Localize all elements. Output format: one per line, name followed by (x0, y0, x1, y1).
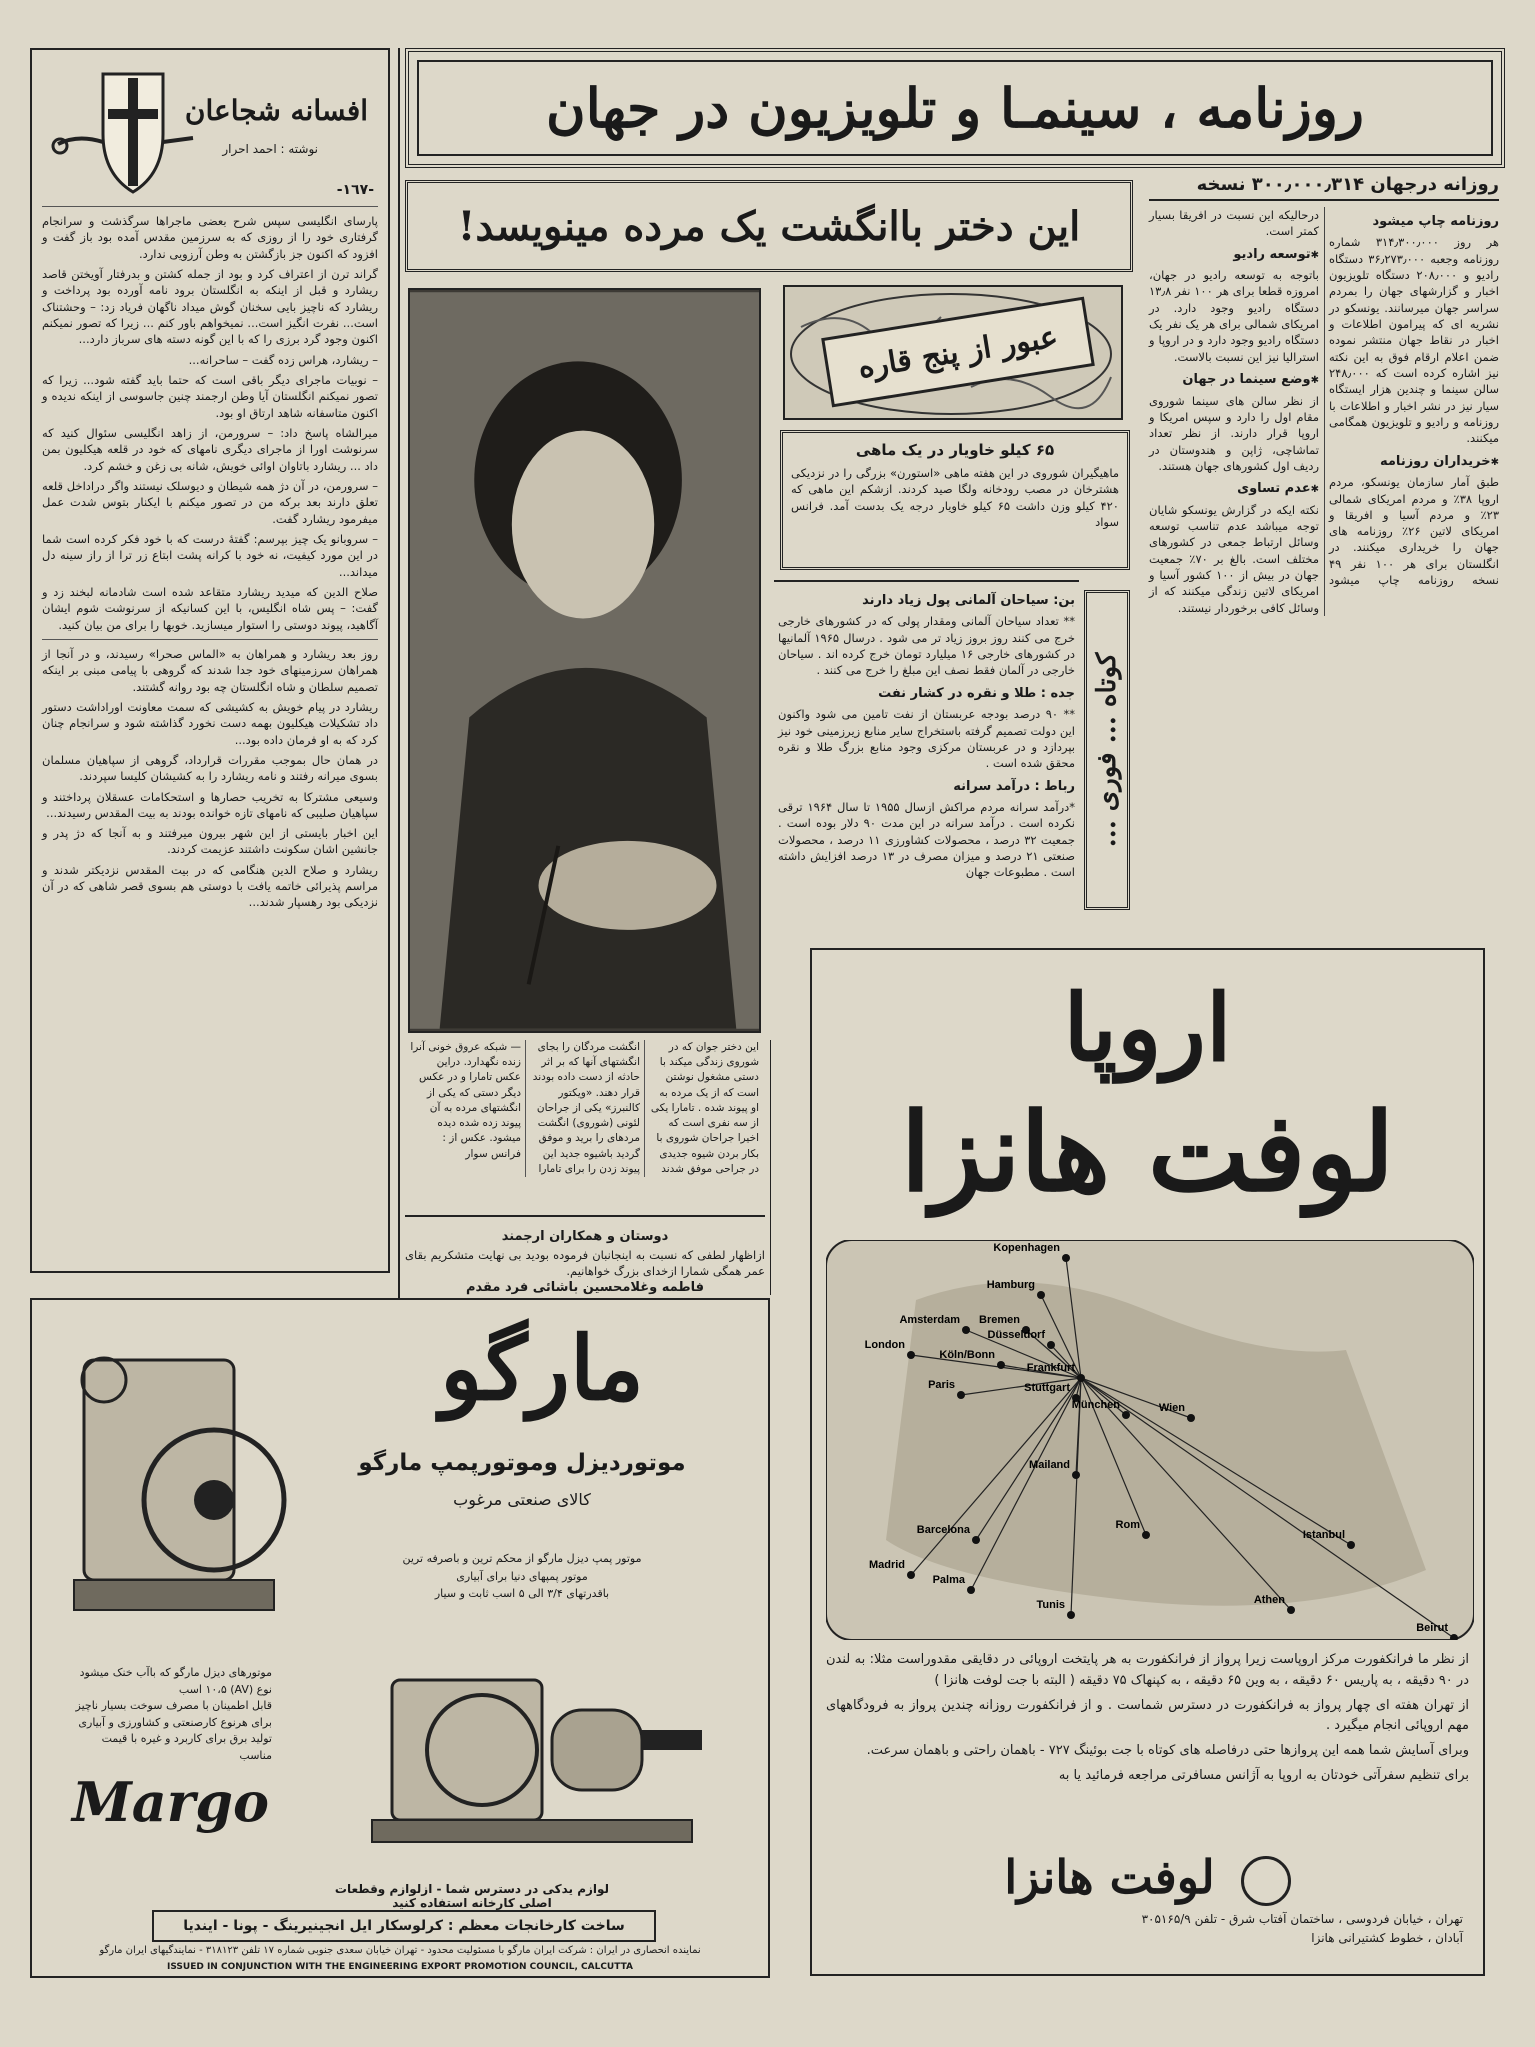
margo-issued-line: ISSUED IN CONJUNCTION WITH THE ENGINEERING EXPORT PROMOTION COUNCIL, CALCUTTA (166, 1962, 633, 1972)
lufthansa-paragraph: وبرای آسایش شما همه این پروازها حتی درفاصله های کوتاه با جت بوئینگ ۷۲۷ - باهمان راحتی و باهمان سرعت. (866, 1743, 1469, 1759)
city-dot (957, 1391, 965, 1399)
diesel-engine-icon (54, 1320, 294, 1650)
press-section-body: طبق آمار سازمان یونسکو، مردم اروپا ۳۸٪ و مردم امریکای شمالی ۲۳٪ و مردم آسیا و افریقا و امریکای لاتین ۲۶٪ روزنامه های جهان را خریداری میکنند. در انگلستان برای هر ۱۰۰ نفر ۴۹ نسخه روزنامه چاپ میشود درحالیکه این نسبت در افریقا بسیار کمتر است. (1149, 208, 1500, 588)
spec-line: موتورهای دیزل مارگو که باآب خنک میشود (79, 1666, 272, 1679)
lufthansa-paragraph: از تهران هفته ای چهار پرواز به فرانکفورت در دسترس شماست . و از فرانکفورت روزانه چندین پرواز به فرودگاههای مهم اروپائی انجام میگیرد . (826, 1697, 1469, 1734)
serial-paragraph: – ریشارد، هراس زده گفت – ساحرانه... (188, 352, 378, 367)
city-label: Kopenhagen (993, 1242, 1060, 1254)
serial-paragraph: این اخبار بایستی از این شهر بیرون میرفتند و به آنجا که دژ پدر و جانشین اشان سکونت داشتند عزیمت کردند. (42, 826, 378, 857)
masthead-title: روزنامه ، سینمـا و تلویزیون در جهان (417, 60, 1493, 156)
serial-paragraph: ریشارد در پیام خویش به کشیشی که سمت معاونت اوراداشت دستور داد تشکیلات هیکلیون بهمه دست نخورد گذاشته شود و سرانجام چنان کرد که به او فرمان داده بود... (42, 699, 378, 747)
brief-headline: جده : طلا و نقره در کشار نفت (878, 685, 1075, 701)
girl-photo (408, 288, 761, 1033)
lufthansa-paragraph: از نظر ما فرانکفورت مرکز اروپاست زیرا پرواز از فرانکفورت به هر پایتخت اروپائی در دقایقی مقدوراست مثلا: به لندن در ۹۰ دقیقه ، به پاریس ۶۰ دقیقه ، به وین ۶۵ دقیقه ، به کپنهاک ۷۵ دقیقه ( البته با جت لوفت هانزا ) (826, 1652, 1469, 1688)
city-label: Stuttgart (1024, 1382, 1070, 1394)
thanks-body: ازاظهار لطفی که نسبت به اینجانبان فرموده بودید بی نهایت متشکریم بقای عمر همگی شمارا ازخدای بزرگ خواهانیم. (405, 1248, 765, 1279)
five-continents-label: عبور از پنج قاره (821, 297, 1095, 408)
city-dot (907, 1351, 915, 1359)
press-section-title: روزنامه چاپ میشود (1372, 214, 1499, 229)
portrait-image (410, 290, 759, 1031)
spec-line: قابل اطمینان با مصرف سوخت بسیار ناچیز (75, 1699, 272, 1712)
lufthansa-europe-title: اروپا (1063, 974, 1232, 1082)
press-section-title: ✱ عدم تساوی (1149, 480, 1319, 498)
thanks-names: فاطمه وغلامحسین باشائی فرد مقدم (466, 1279, 704, 1295)
city-dot (1187, 1414, 1195, 1422)
city-dot (1142, 1531, 1150, 1539)
city-label: Mailand (1029, 1459, 1070, 1471)
crane-logo-icon (1241, 1856, 1291, 1906)
brief-headline: رباط : درآمد سرانه (953, 778, 1075, 794)
city-dot (1077, 1374, 1085, 1382)
press-section-title: ✱ خریداران روزنامه (1329, 453, 1499, 471)
margo-script-logo: Margo (72, 1770, 269, 1834)
feature-line: موتور پمپ دیزل مارگو از محکم ترین و باصرفه ترین (402, 1552, 642, 1565)
city-dot (1347, 1541, 1355, 1549)
serial-paragraph: میرالشاه پاسخ داد: – سرورمن، از زاهد انگلیسی سئوال کنید که سرنوشت اورا از ماجرای دیگری نامهای که خود در قلعه هیکلیون بمن داد ... ریشارد باتاوان اوائی خویش، شانه بی زغن و خشم کرد. (42, 425, 378, 473)
city-label: Athen (1253, 1594, 1285, 1606)
address-line: تهران ، خیابان فردوسی ، ساختمان آفتاب شرق - تلفن ۳۰۵۱۶۵/۹ (1141, 1912, 1463, 1926)
lufthansa-body (826, 1650, 1469, 1791)
city-label: München (1071, 1399, 1120, 1411)
city-label: Wien (1158, 1402, 1185, 1414)
margo-parts-notice: لوازم یدکی در دسترس شما - ازلوازم وقطعات اصلی کارخانه استفاده کنید (334, 1882, 610, 1910)
lufthansa-logo-label: لوفت هانزا (1004, 1850, 1215, 1904)
sword-shield-icon (48, 64, 198, 199)
city-label: Bremen (979, 1314, 1020, 1326)
serial-paragraph: ریشارد و صلاح الدین هنگامی که در بیت المقدس نزدیکتر شدند و مراسم پذیرائی خاتمه یافت با دوستی هم بسوی قصر شاهی که در آن نزدیکی بود رهسپار شدند... (42, 862, 378, 910)
girl-headline-box (405, 180, 1133, 272)
serial-title: افسانه شجاعان (184, 94, 368, 127)
short-news-label: کوتاه ... فوری ... (1092, 652, 1122, 848)
press-body (1149, 207, 1499, 616)
caviar-news (780, 430, 1130, 570)
route-map (826, 1240, 1474, 1640)
caption-text (410, 1040, 759, 1177)
engine-specs (72, 1665, 272, 1764)
serial-paragraph: گراند ترن از اعتراف کرد و بود از جمله کشتن و بدرفتار آویختن قاصد ریشارد و قبل از اینکه به انگلستان برود نامه آورده بود پرداخت و ریشارد که ناچیز بایی سخنان گوش میداد ناگهان فریاد زد: – وحشتناک است... نفرت انگیز است... نمیخواهم باور کنم ... زیرا که تصور نمیکنم اکنون وجود گرد برزی را که با این گونه دسته های سرباز دارد... (42, 266, 378, 347)
city-dot (967, 1586, 975, 1594)
margo-tagline: کالای صنعتی مرغوب (453, 1490, 591, 1509)
city-dot (997, 1361, 1005, 1369)
city-label: Frankfurt (1026, 1362, 1075, 1374)
serial-paragraph: – سرورمن، در آن دژ همه شیطان و دیوسلک نیستند واگر دراداخل قلعه تعلق دارند بعد برکه من در تصور میکنم با ایکنار بتوس شدت عمل میفرمود ریشارد گفت. (42, 478, 378, 526)
margo-footer: نماینده انحصاری در ایران : شرکت ایران مارگو با مسئولیت محدود - تهران خیابان سعدی جنوبی شماره ۱۷ تلفن ۳۱۸۱۲۳ - نمایندگیهای ایران مارگو (99, 1945, 701, 1956)
spec-line: نوع (AV) ۱۰،۵ اسب (178, 1682, 272, 1696)
margo-logo: مارگو (440, 1316, 644, 1420)
city-label: Hamburg (986, 1279, 1035, 1291)
serial-paragraph: روز بعد ریشارد و همراهان به «الماس صحرا» رسیدند، و در آنجا از همراهان سرزمینهای خود جدا شدند که گروهی با پیامی مبنی بر اینکه تصمیم سلطان و شاه انگلستان چه بود روانه گشتند. (42, 646, 378, 694)
serial-paragraph: صلاح الدین که میدید ریشارد متقاعد شده است شادمانه لبخند زد و گفت: – پس شاه انگلیس، با این کسانیکه از سرنوشت شوم ایشان آگاهید، پیوند دوستی را استوار میسازید. خوبها را برای من بیان کنید. (42, 584, 378, 632)
spec-line: تولید برق برای کاربرد و غیره با قیمت مناسب (101, 1732, 272, 1762)
press-section-title: ✱ وضع سینما در جهان (1149, 371, 1319, 389)
city-dot (1072, 1471, 1080, 1479)
feature-line: باقدرتهای ۳/۴ الی ۵ اسب ثابت و سیار (434, 1587, 610, 1601)
thanks-title: دوستان و همکاران ارجمند (501, 1229, 669, 1244)
press-section-body: هر روز ۳۱۴٫۳۰۰٫۰۰۰ شماره روزنامه وجعبه ۳۶٫۲۷۳٫۰۰۰ دستگاه رادیو و ۲۰۸٫۰۰۰ دستگاه تلویزیون اخبار و گزارشهای جهان را بمردم سراسر جهان میرسانند. یونسکو در نشریه ای که پیرامون اطلاعات و اخبار در نقاط جهان منتشر نموده ضمن اعلام ارقام فوق به این نکته نیز اشاره کرده است که ۲۴۸٫۰۰۰ سالن سینما و چندین هزار ایستگاه سیار نیز در نشر اخبار و اطلاعات با روزنامه و رادیو و تلویزیون همگامی میکنند. (1329, 235, 1499, 446)
city-label: Paris (928, 1379, 955, 1391)
address-line: آبادان ، خطوط کشتیرانی هانزا (1311, 1931, 1463, 1946)
brief-news (774, 580, 1079, 960)
serial-column (30, 48, 390, 1273)
girl-headline: این دختر باانگشت یک مرده مینویسد! (457, 202, 1081, 250)
city-dot (907, 1571, 915, 1579)
serial-author: نوشته : احمد احرار (222, 142, 318, 156)
serial-paragraph: – نوبیات ماجرای دیگر باقی است که حتما باید گفته شود... زیرا که تصور نمیکنم انگلستان آیا وطن ارجمند چنین جاسوسی از اینکه ندیده و اکنون متاسفانه شاهد ارتاق او بود. (42, 372, 378, 420)
caviar-body: ماهیگیران شوروی در این هفته ماهی «استورن» بزرگی را در نزدیکی هشترخان در مصب رودخانه ولگا صید کردند. ازشکم این ماهی که ۴۲۰ کیلو وزن داشت ۶۵ کیلو خاویار درجه یک بدست آمد. فرانس سواد (791, 466, 1119, 529)
serial-number: -١٦٧- (336, 182, 374, 198)
press-section-body: باتوجه به توسعه رادیو در جهان، امروزه قطعا برای هر ۱۰۰ نفر ۱۳٫۸ دستگاه رادیو وجود دارد. در امریکای شمالی برای هر یک نفر یک دستگاه رادیو وجود دارد و در اروپا و استرالیا نیز این نسبت بالاست. (1149, 268, 1319, 364)
serial-paragraph: پارسای انگلیسی سپس شرح بعضی ماجراها سرگذشت و سرانجام گرفتاری خود را از روزی که به سرزمین مقدس آمده بود باز گفت و افزود که اکنون جز بازگشتن به وطن آرزویی ندارد. (42, 214, 378, 261)
city-dot (1047, 1341, 1055, 1349)
press-section-title: ✱ توسعه رادیو (1149, 246, 1319, 264)
city-dot (1287, 1606, 1295, 1614)
city-label: London (864, 1339, 905, 1351)
brief-body: ** تعداد سیاحان آلمانی ومقدار پولی که در کشورهای خارجی خرج می کنند روز بروز زیاد تر می شود . درسال ۱۹۶۵ آلمانیها در کشورهای خارجی ۱۶ میلیارد تومان خرج کرده اند . سیاحان خارجی در آلمان فقط نصف این مبلغ را خرج می کنند . (778, 614, 1075, 678)
brief-body: *درآمد سرانه مردم مراکش ازسال ۱۹۵۵ تا سال ۱۹۶۴ ترقی نکرده است . درآمد سرانه در این مدت ۹۰ دلار بوده است . جمعیت ۳۲ درصد ، محصولات کشاورزی ۱۱ درصد ، محصولات صنعتی ۲۱ درصد و میزان مصرف در ۱۳ درصد افزایش داشته است . مطبوعات جهان (778, 799, 1076, 880)
margo-ad (30, 1298, 770, 1978)
serial-paragraph: – سروبانو یک چیز بپرسم: گفتهٔ درست که با خود فکر کرده است شما در این مورد کیفیت، نه خود با کرانه پشت ابتاع زر ترا از راز سینه دل میداند... (42, 531, 378, 579)
city-label: Köln/Bonn (939, 1349, 995, 1361)
margo-features (332, 1550, 712, 1603)
world-press-column (1143, 170, 1505, 930)
city-label: Barcelona (916, 1524, 970, 1536)
city-dot (1122, 1411, 1130, 1419)
city-label: Palma (932, 1574, 965, 1586)
serial-header (42, 56, 378, 207)
city-label: Rom (1115, 1519, 1140, 1531)
brief-headline: بن: سیاحان آلمانی پول زیاد دارند (862, 593, 1075, 608)
lufthansa-logo-text (812, 1850, 1483, 1906)
short-news-banner (1084, 590, 1130, 910)
lufthansa-name: لوفت هانزا (900, 1090, 1395, 1216)
city-label: Madrid (868, 1559, 905, 1571)
serial-paragraph: وسیعی مشترکا به تخریب حصارها و استحکامات عسقلان پرداختند و سپاهیان صلیبی که نامهای تازه خوانده بودند به بیت المقدس رسیدند... (42, 789, 378, 820)
column-divider (770, 1040, 771, 1295)
margo-headline: موتوردیزل وموتورپمپ مارگو (358, 1450, 686, 1476)
feature-line: موتور پمپهای دنیا برای آبیاری (456, 1569, 588, 1583)
five-continents-box (783, 285, 1123, 420)
press-section-body: نکته ایکه در گزارش یونسکو شایان توجه میباشد عدم تناسب توسعه وسائل ارتباط جمعی در کشورهای مختلف است. بالغ بر ۷۰٪ جمعیت جهان در بیش از ۱۰۰ کشور آسیا و امریکای لاتین زندگی میکنند که از وسائل کافی برخوردار نیستند. (1149, 502, 1319, 615)
serial-paragraph: در همان حال بموجب مقررات قرارداد، گروهی از سپاهیان مسلمان بسوی میرانه رفتند و نامه ریشارد را به کشیشان کلیسا سپردند. (42, 752, 378, 784)
lufthansa-address (1142, 1910, 1463, 1948)
press-section-body: از نظر سالن های سینما شوروی مقام اول را دارد و سپس امریکا و اروپا قرار دارند. از نظر تعداد تماشاچی، ژاپن و هندوستان در ردیف اول کشورهای جهان هستند. (1149, 393, 1319, 473)
pump-engine-icon (362, 1620, 722, 1870)
photo-credit: عکس از : فرانس سوار (442, 1132, 521, 1160)
city-dot (962, 1326, 970, 1334)
city-label: Amsterdam (899, 1314, 960, 1326)
lufthansa-ad (810, 948, 1485, 1976)
thanks-notice (405, 1215, 765, 1295)
caption-body: این دختر جوان که در شوروی زندگی میکند با دستی مشغول نوشتن است که از یک مرده به او پیوند شده . تامارا یکی از سه نفری است که اخیرا جراحان شوروی با بکار بردن شیوه جدیدی در جراحی موفق شدند انگشت مردگان را بجای انگشتهای آنها که بر اثر حادثه از دست داده بودند قرار دهند. «ویکتور کالنبرز» یکی از جراحان لئونی (شوروی) انگشت مردهای را برید و موفق گردید باشیوه جدید این پیوند زدن را برای تامارا — شبکه عروق خونی آنرا زنده نگهدارد. دراین عکس تامارا و در عکس دیگر دستی که یکی از انگشتهای مرده به آن پیوند زده شده دیده میشود. (410, 1041, 759, 1175)
girl-caption (408, 1040, 761, 1210)
city-label: Istanbul (1302, 1529, 1345, 1541)
column-divider (398, 48, 400, 1298)
caviar-title: ۶۵ کیلو خاویار در یک ماهی (855, 441, 1055, 459)
margo-maker-box: ساخت کارخانجات معظم : کرلوسکار ایل انجینیرینگ - پونا - ایندیا (152, 1910, 656, 1942)
spec-line: برای هرنوع کارصنعتی و کشاورزی و آبیاری (78, 1715, 272, 1729)
press-header: روزانه درجهان ۳۰۰٫۰۰۰٫۳۱۴ نسخه (1149, 174, 1499, 201)
city-dot (1062, 1254, 1070, 1262)
city-label: Beirut (1416, 1622, 1448, 1634)
city-label: Tunis (1036, 1599, 1065, 1611)
lufthansa-paragraph: برای تنظیم سفرآتی خودتان به اروپا به آژانس مسافرتی مراجعه فرمائید یا به (1058, 1767, 1469, 1783)
city-dot (1067, 1611, 1075, 1619)
masthead-banner (405, 48, 1505, 168)
serial-body (42, 213, 378, 911)
city-label: Düsseldorf (987, 1329, 1045, 1341)
city-dot (1037, 1291, 1045, 1299)
brief-body: ** ۹۰ درصد بودجه عربستان از نفت تامین می شود واکنون این دولت تصمیم گرفته باستخراج سایر منابع زیرزمینی خود نیز بپردازد و در عربستان مرکزی وجود منابع بزرگ طلا و نقره محقق شده است . (778, 707, 1075, 771)
city-dot (972, 1536, 980, 1544)
